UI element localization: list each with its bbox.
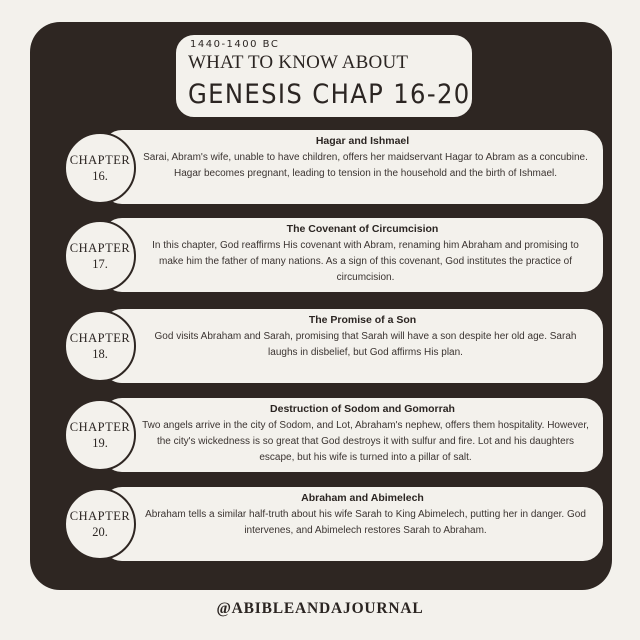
chapter-card-19: [100, 396, 605, 474]
title-line-2: GENESIS CHAP 16-20: [188, 79, 471, 110]
chapter-card-16: [100, 128, 605, 206]
chapter-summary: In this chapter, God reaffirms His covenant with Abram, renaming him Abraham and promising to make him the father of many nations. As a sign of this covenant, God institutes the practice of circumcision.: [152, 240, 579, 283]
chapter-number: 16.: [92, 169, 108, 183]
chapter-badge-17: [64, 220, 136, 292]
chapter-label: CHAPTER: [69, 509, 131, 523]
title-box: [174, 33, 474, 119]
chapter-label: CHAPTER: [69, 420, 131, 434]
chapter-number: 17.: [92, 257, 108, 271]
chapter-badge-20: [64, 488, 136, 560]
chapter-heading: Abraham and Abimelech: [301, 492, 424, 504]
chapter-badge-18: [64, 310, 136, 382]
chapter-summary: God visits Abraham and Sarah, promising that Sarah will have a son despite her old age. Sarah laughs in disbelief, but God affirms His plan.: [154, 331, 577, 358]
chapter-heading: Destruction of Sodom and Gomorrah: [270, 403, 455, 415]
chapter-badge-19: [64, 399, 136, 471]
chapter-label: CHAPTER: [69, 241, 131, 255]
chapter-label: CHAPTER: [69, 153, 131, 167]
chapter-card-17: [100, 216, 605, 294]
chapter-card-18: [100, 307, 605, 385]
chapter-card-20: [100, 485, 605, 563]
chapter-summary: Abraham tells a similar half-truth about his wife Sarah to King Abimelech, putting her in danger. God intervenes, and Abimelech restores Sarah to Abraham.: [145, 509, 586, 536]
chapter-number: 18.: [92, 347, 108, 361]
chapter-number: 19.: [92, 436, 108, 450]
social-handle: @ABIBLEANDAJOURNAL: [216, 600, 424, 617]
chapter-label: CHAPTER: [69, 331, 131, 345]
date-range: 1440-1400 BC: [190, 39, 280, 50]
chapter-heading: Hagar and Ishmael: [315, 135, 410, 147]
chapter-heading: The Promise of a Son: [308, 314, 417, 326]
chapter-badge-16: [64, 132, 136, 204]
title-line-1: WHAT TO KNOW ABOUT: [188, 52, 409, 73]
chapter-summary: Two angels arrive in the city of Sodom, and Lot, Abraham's nephew, offers them hospitality. However, the city's wickedness is so great that God destroys it with sulfur and fire. Lot and his daughters escape, but his wife is turned into a pillar of salt.: [142, 420, 589, 463]
chapter-summary: Sarai, Abram's wife, unable to have children, offers her maidservant Hagar to Abram as a concubine. Hagar becomes pregnant, leading to tension in the household and the birth of Ishmael.: [143, 152, 588, 179]
chapter-heading: The Covenant of Circumcision: [286, 223, 439, 235]
chapter-number: 20.: [92, 525, 108, 539]
